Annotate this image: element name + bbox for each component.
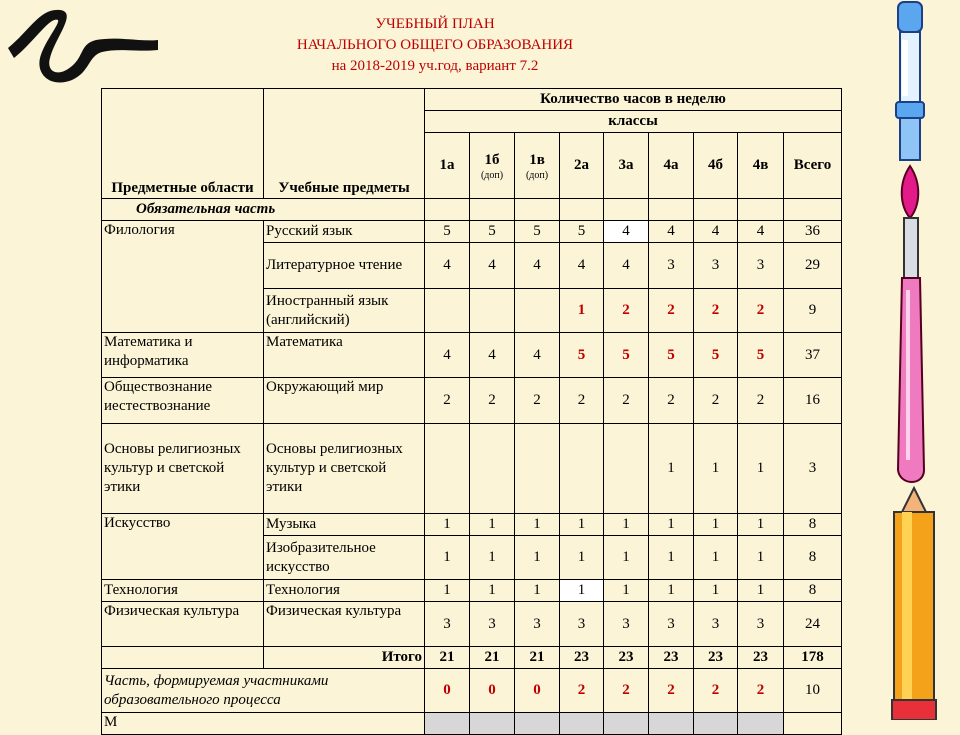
table-cell: 8: [784, 536, 842, 580]
table-cell: 3: [560, 602, 604, 647]
table-cell: 2: [649, 378, 694, 424]
subject-name: Технология: [264, 580, 425, 602]
table-cell: 4: [649, 221, 694, 243]
table-cell: [470, 199, 515, 221]
table-cell: 36: [784, 221, 842, 243]
table-cell: [515, 713, 560, 735]
table-cell: [560, 424, 604, 514]
subjects-header: Учебные предметы: [264, 89, 425, 199]
table-cell: 1: [515, 580, 560, 602]
table-cell: 5: [649, 333, 694, 378]
table-cell: 3: [784, 424, 842, 514]
table-cell: 2: [649, 669, 694, 713]
table-cell: 1: [738, 424, 784, 514]
classes-header: классы: [425, 111, 842, 133]
table-cell: 5: [470, 221, 515, 243]
table-cell: 1: [425, 536, 470, 580]
table-cell: 9: [784, 289, 842, 333]
table-cell: [470, 713, 515, 735]
table-cell: 4: [604, 243, 649, 289]
table-cell: [425, 713, 470, 735]
table-cell: 8: [784, 514, 842, 536]
table-cell: 4: [560, 243, 604, 289]
page-title: [200, 14, 670, 77]
subject-name: Русский язык: [264, 221, 425, 243]
table-cell: 4: [470, 333, 515, 378]
marker-icon: [896, 2, 924, 160]
table-cell: 4: [694, 221, 738, 243]
table-cell: 1: [604, 514, 649, 536]
table-cell: 4: [425, 333, 470, 378]
table-cell: [738, 713, 784, 735]
brush-icon: [898, 166, 924, 482]
col-header: 4б: [694, 133, 738, 199]
title-line-3: на 2018-2019 уч.год, вариант 7.2: [331, 58, 539, 74]
table-cell: [649, 199, 694, 221]
table-cell: [738, 199, 784, 221]
table-cell: [425, 424, 470, 514]
optional-part-row: [102, 669, 842, 713]
title-line-2: НАЧАЛЬНОГО ОБЩЕГО ОБРАЗОВАНИЯ: [296, 37, 574, 53]
table-cell: 1: [694, 514, 738, 536]
table-cell: [425, 289, 470, 333]
table-cell: 2: [604, 669, 649, 713]
table-cell: 1: [604, 536, 649, 580]
table-cell: [784, 713, 842, 735]
table-cell: 10: [784, 669, 842, 713]
table-cell: 2: [738, 378, 784, 424]
subject-name: Музыка: [264, 514, 425, 536]
col-header: 4в: [738, 133, 784, 199]
curriculum-table: [101, 88, 842, 735]
table-cell: 5: [560, 333, 604, 378]
table-cell: 1: [515, 514, 560, 536]
table-cell: 2: [694, 669, 738, 713]
table-cell: 23: [694, 647, 738, 669]
table-row: [102, 713, 842, 735]
table-cell: 2: [604, 289, 649, 333]
table-cell: [784, 199, 842, 221]
total-label: Итого: [264, 647, 425, 669]
table-cell: 1: [604, 580, 649, 602]
subject-name: Физическая культура: [264, 602, 425, 647]
col-header: 1б (доп): [470, 133, 515, 199]
table-cell: 1: [560, 514, 604, 536]
table-cell: 3: [425, 602, 470, 647]
table-cell: [604, 199, 649, 221]
table-cell: [604, 424, 649, 514]
table-cell: 3: [738, 243, 784, 289]
subject-name: Иностранный язык (английский): [264, 289, 425, 333]
table-cell: 21: [470, 647, 515, 669]
table-cell: 4: [515, 333, 560, 378]
table-cell: [470, 424, 515, 514]
table-cell: 1: [694, 536, 738, 580]
table-cell: 24: [784, 602, 842, 647]
table-cell: 8: [784, 580, 842, 602]
table-cell: 1: [425, 580, 470, 602]
hours-header: Количество часов в неделю: [425, 89, 842, 111]
optional-part-label: Часть, формируемая участниками образовательного процесса: [102, 669, 425, 713]
table-cell: 0: [425, 669, 470, 713]
table-cell: 1: [694, 580, 738, 602]
table-cell: 5: [738, 333, 784, 378]
table-cell: 4: [604, 221, 649, 243]
subject-name: Изобразительное искусство: [264, 536, 425, 580]
table-row: [102, 333, 842, 378]
area-tech: Технология: [102, 580, 264, 602]
table-cell: 21: [425, 647, 470, 669]
table-cell: 3: [649, 243, 694, 289]
stationery-illustration: [880, 0, 960, 720]
table-cell: 3: [694, 243, 738, 289]
table-cell: 2: [560, 669, 604, 713]
table-cell: 1: [694, 424, 738, 514]
col-header: 2а: [560, 133, 604, 199]
table-cell: 23: [604, 647, 649, 669]
decorative-swoosh: [0, 0, 160, 90]
table-cell: 5: [604, 333, 649, 378]
table-cell: 1: [649, 580, 694, 602]
pencil-icon: [892, 488, 936, 720]
table-cell: [694, 713, 738, 735]
table-row: [102, 221, 842, 243]
table-cell: 16: [784, 378, 842, 424]
table-cell: [102, 647, 264, 669]
table-row: [102, 424, 842, 514]
table-cell: 4: [470, 243, 515, 289]
areas-header: Предметные области: [102, 89, 264, 199]
table-cell: 2: [425, 378, 470, 424]
table-cell: 4: [425, 243, 470, 289]
table-cell: [470, 289, 515, 333]
col-header: 1в (доп): [515, 133, 560, 199]
table-cell: 5: [560, 221, 604, 243]
table-cell: [515, 424, 560, 514]
table-cell: [560, 199, 604, 221]
table-cell: 1: [649, 536, 694, 580]
subject-name: Математика: [264, 333, 425, 378]
table-cell: 5: [694, 333, 738, 378]
table-cell: [694, 199, 738, 221]
table-cell: 29: [784, 243, 842, 289]
area-social: Обществознание иестествознание: [102, 378, 264, 424]
area-pe: Физическая культура: [102, 602, 264, 647]
table-cell: 23: [560, 647, 604, 669]
table-cell: 1: [738, 580, 784, 602]
table-cell: 0: [470, 669, 515, 713]
area-math: Математика и информатика: [102, 333, 264, 378]
table-cell: 2: [649, 289, 694, 333]
table-cell: 1: [560, 536, 604, 580]
partial-row-label: М: [102, 713, 425, 735]
table-cell: 1: [470, 580, 515, 602]
table-cell: [515, 289, 560, 333]
table-cell: 2: [604, 378, 649, 424]
table-cell: 2: [515, 378, 560, 424]
table-cell: 1: [560, 289, 604, 333]
total-row: [102, 647, 842, 669]
mandatory-part-label: Обязательная часть: [102, 199, 425, 221]
table-row: [102, 378, 842, 424]
table-cell: 3: [649, 602, 694, 647]
table-cell: 5: [425, 221, 470, 243]
table-cell: 1: [738, 536, 784, 580]
area-philology: Филология: [102, 221, 264, 333]
table-cell: 3: [604, 602, 649, 647]
table-cell: 3: [694, 602, 738, 647]
col-header: 1а: [425, 133, 470, 199]
table-cell: 23: [738, 647, 784, 669]
table-cell: 37: [784, 333, 842, 378]
table-row: [102, 602, 842, 647]
table-cell: 1: [560, 580, 604, 602]
table-cell: 3: [515, 602, 560, 647]
table-cell: 3: [738, 602, 784, 647]
table-cell: [515, 199, 560, 221]
table-cell: 4: [515, 243, 560, 289]
table-row: [102, 580, 842, 602]
area-religion: Основы религиозных культур и светской этики: [102, 424, 264, 514]
table-cell: 1: [738, 514, 784, 536]
col-header: Всего: [784, 133, 842, 199]
table-cell: 1: [470, 514, 515, 536]
subject-name: Окружающий мир: [264, 378, 425, 424]
table-cell: 2: [470, 378, 515, 424]
col-header: 3а: [604, 133, 649, 199]
table-cell: 0: [515, 669, 560, 713]
table-cell: 4: [738, 221, 784, 243]
table-cell: 21: [515, 647, 560, 669]
subject-name: Основы религиозных культур и светской этики: [264, 424, 425, 514]
area-art: Искусство: [102, 514, 264, 580]
table-cell: 2: [694, 378, 738, 424]
subject-name: Литературное чтение: [264, 243, 425, 289]
table-cell: [425, 199, 470, 221]
table-cell: 3: [470, 602, 515, 647]
title-line-1: УЧЕБНЫЙ ПЛАН: [375, 16, 495, 32]
table-cell: [649, 713, 694, 735]
table-cell: 1: [649, 514, 694, 536]
table-cell: 2: [694, 289, 738, 333]
table-cell: 1: [425, 514, 470, 536]
table-cell: [560, 713, 604, 735]
table-cell: [604, 713, 649, 735]
table-cell: 1: [470, 536, 515, 580]
table-row: [102, 514, 842, 536]
table-cell: 178: [784, 647, 842, 669]
table-cell: 2: [738, 289, 784, 333]
table-cell: 2: [738, 669, 784, 713]
table-cell: 2: [560, 378, 604, 424]
table-cell: 23: [649, 647, 694, 669]
table-cell: 5: [515, 221, 560, 243]
table-cell: 1: [515, 536, 560, 580]
col-header: 4а: [649, 133, 694, 199]
table-cell: 1: [649, 424, 694, 514]
